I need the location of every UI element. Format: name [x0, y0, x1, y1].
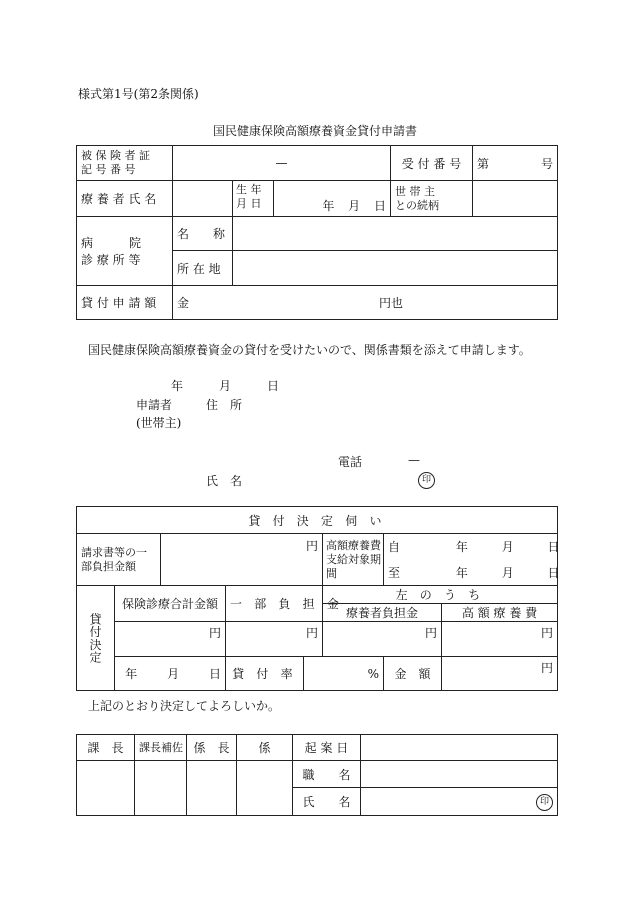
applicant-label: 申請者	[136, 398, 173, 412]
application-table	[76, 145, 558, 320]
billing-amount-field[interactable]: 円	[161, 534, 323, 586]
period-to-field[interactable]: 至 年 月 日	[384, 560, 558, 586]
patient-name-label: 療 養 者 氏 名	[77, 181, 173, 217]
period-from-field[interactable]: 自 年 月 日	[384, 534, 558, 560]
partial-burden-field[interactable]: 円	[226, 622, 323, 657]
partial-burden-label: 一 部 負 担 金	[226, 586, 323, 622]
approval-table	[76, 734, 558, 816]
staff-stamp[interactable]	[237, 761, 293, 816]
drafter-name-label: 氏 名	[293, 788, 361, 816]
seal-mark: 印	[418, 471, 435, 489]
receipt-number-field[interactable]: 第 号	[473, 146, 558, 181]
insured-number-field[interactable]: —	[173, 146, 391, 181]
decision-table	[76, 506, 558, 691]
insured-label: 被 保 険 者 証 記 号 番 号	[77, 146, 173, 181]
staff-label: 係	[237, 735, 293, 761]
loan-rate-label: 貸 付 率	[226, 657, 304, 691]
draft-date-label: 起 案 日	[293, 735, 361, 761]
amount-label: 金 額	[384, 657, 442, 691]
assistant-chief-stamp[interactable]	[135, 761, 187, 816]
decision-date-field[interactable]: 年 月 日	[115, 657, 226, 691]
relationship-field[interactable]	[473, 181, 558, 217]
birth-date-field[interactable]: 年 月 日	[322, 199, 386, 213]
high-cost-field[interactable]: 円	[442, 622, 558, 657]
patient-share-label: 療養者負担金	[323, 604, 442, 622]
patient-name-field[interactable]	[173, 181, 233, 217]
hospital-name-field[interactable]	[233, 217, 558, 251]
phone-label: 電話	[338, 455, 363, 469]
birth-label: 生 年 月 日	[233, 181, 274, 216]
loan-amount-label: 貸 付 申 請 額	[77, 286, 173, 320]
section-chief-stamp[interactable]	[77, 761, 135, 816]
patient-share-field[interactable]: 円	[323, 622, 442, 657]
amount-field[interactable]: 円	[442, 657, 558, 691]
application-statement: 国民健康保険高額療養資金の貸付を受けたいので、関係書類を添えて申請します。	[88, 343, 531, 357]
subsection-chief-label: 係 長	[187, 735, 237, 761]
loan-rate-field[interactable]: %	[304, 657, 384, 691]
decision-title: 貸 付 決 定 伺 い	[77, 507, 558, 534]
loan-decision-label: 貸付決定	[77, 586, 115, 691]
hospital-address-label: 所 在 地	[173, 251, 233, 286]
address-label: 住 所	[206, 398, 243, 412]
draft-date-field[interactable]	[361, 735, 558, 761]
total-amount-field[interactable]: 円	[115, 622, 226, 657]
hospital-address-field[interactable]	[233, 251, 558, 286]
name-label: 氏 名	[206, 474, 243, 488]
form-number: 様式第1号(第2条関係)	[78, 87, 199, 101]
household-head-label: (世帯主)	[136, 416, 182, 430]
seal-mark: 印	[536, 794, 553, 811]
drafter-name-field[interactable]	[361, 788, 558, 816]
approval-statement: 上記のとおり決定してよろしいか。	[88, 699, 281, 713]
assistant-chief-label: 課長補佐	[135, 735, 187, 761]
section-chief-label: 課 長	[77, 735, 135, 761]
phone-dash: —	[408, 453, 420, 467]
loan-amount-field[interactable]: 金 円也	[173, 286, 558, 320]
billing-label: 請求書等の一 部負担金額	[77, 534, 161, 586]
of-which-label: 左 の う ち	[323, 586, 558, 604]
relationship-label: 世 帯 主 との続柄	[391, 181, 473, 217]
high-cost-label: 高 額 療 養 費	[442, 604, 558, 622]
receipt-number-label: 受 付 番 号	[391, 146, 473, 181]
hospital-label: 病 院 診 療 所 等	[77, 217, 173, 286]
application-date[interactable]: 年 月 日	[171, 379, 280, 393]
period-label: 高額療養費 支給対象期 間	[323, 534, 384, 586]
subsection-chief-stamp[interactable]	[187, 761, 237, 816]
page-title: 国民健康保険高額療養資金貸付申請書	[212, 124, 417, 138]
position-label: 職 名	[293, 761, 361, 788]
hospital-name-label: 名 称	[173, 217, 233, 251]
total-amount-label: 保険診療合計金額	[115, 586, 226, 622]
position-field[interactable]	[361, 761, 558, 788]
